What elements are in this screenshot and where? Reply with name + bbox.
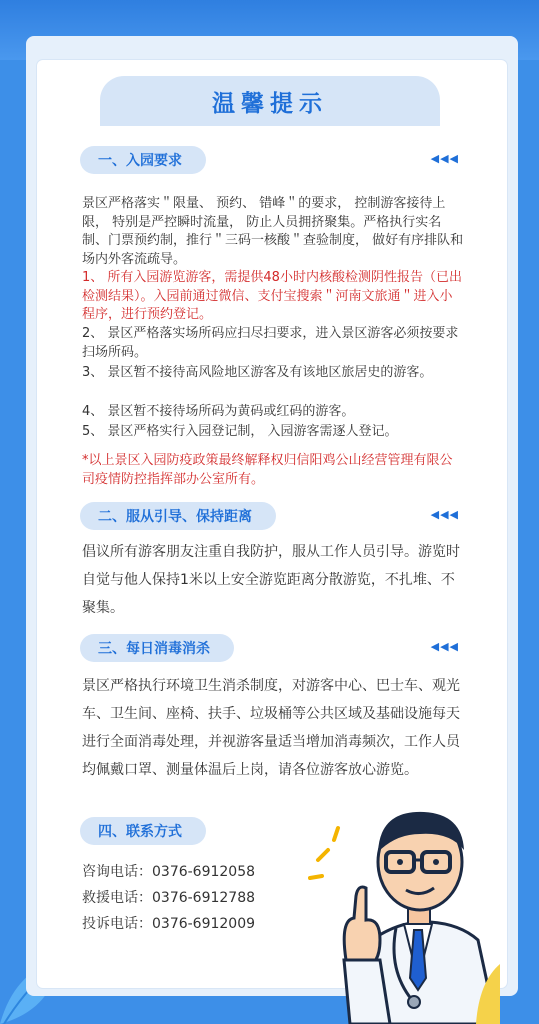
entry-item-4: 4、 景区暂不接待场所码为黄码或红码的游客。 xyxy=(82,404,355,419)
section-title: 三、每日消毒消杀 xyxy=(98,641,210,657)
arrows-icon: ◀◀◀ xyxy=(430,508,459,521)
section-heading-distance xyxy=(80,502,276,530)
entry-item-3: 3、 景区暂不接待高风险地区游客及有该地区旅居史的游客。 xyxy=(82,365,433,380)
section-title: 四、联系方式 xyxy=(98,824,182,840)
complaint-phone: 投诉电话：0376-6912009 xyxy=(82,916,256,932)
section-heading-disinfection xyxy=(80,634,234,662)
policy-note: *以上景区入园防疫政策最终解释权归信阳鸡公山经营管理有限公司疫情防控指挥部办公室所有。 xyxy=(82,453,453,487)
disinfection-text: 景区严格执行环境卫生消杀制度，对游客中心、巴士车、观光车、卫生间、座椅、扶手、垃圾桶等公共区域及基础设施每天进行全面消毒处理，并视游客量适当增加消毒频次，工作人员均佩戴口罩、测量体温后上岗，请各位游客放心游览。 xyxy=(82,678,460,778)
doctor-illustration xyxy=(300,800,500,1024)
consult-phone: 咨询电话：0376-6912058 xyxy=(82,864,256,880)
distance-text: 倡议所有游客朋友注重自我防护，服从工作人员引导。游览时自觉与他人保持1米以上安全游览距离分散游览，不扎堆、不聚集。 xyxy=(82,544,460,616)
section-title: 一、入园要求 xyxy=(98,153,182,169)
page-title: 温馨提示 xyxy=(212,90,328,117)
rescue-phone: 救援电话：0376-6912788 xyxy=(82,890,256,906)
arrows-icon: ◀◀◀ xyxy=(430,640,459,653)
section-heading-contact xyxy=(80,817,206,845)
title-tab xyxy=(100,76,440,126)
entry-item-1: 1、 所有入园游览游客，需提供48小时内核酸检测阴性报告（已出检测结果）。入园前通过微信、支付宝搜索＂河南文旅通＂进入小程序，进行预约登记。 xyxy=(82,270,462,322)
arrows-icon: ◀◀◀ xyxy=(430,152,459,165)
section-title: 二、服从引导、保持距离 xyxy=(98,509,252,525)
entry-item-5: 5、 景区严格实行入园登记制， 入园游客需逐人登记。 xyxy=(82,424,398,439)
entry-item-2: 2、 景区严格落实场所码应扫尽扫要求，进入景区游客必须按要求扫场所码。 xyxy=(82,326,459,360)
section-heading-entry-requirements xyxy=(80,146,206,174)
entry-intro: 景区严格落实＂限量、 预约、 错峰＂的要求， 控制游客接待上限， 特别是严控瞬时流量， 防止人员拥挤聚集。严格执行实名制、门票预约制，推行＂三码一核酸＂查验制度， 做好有序排队和场内外客流疏导。 xyxy=(82,196,464,267)
